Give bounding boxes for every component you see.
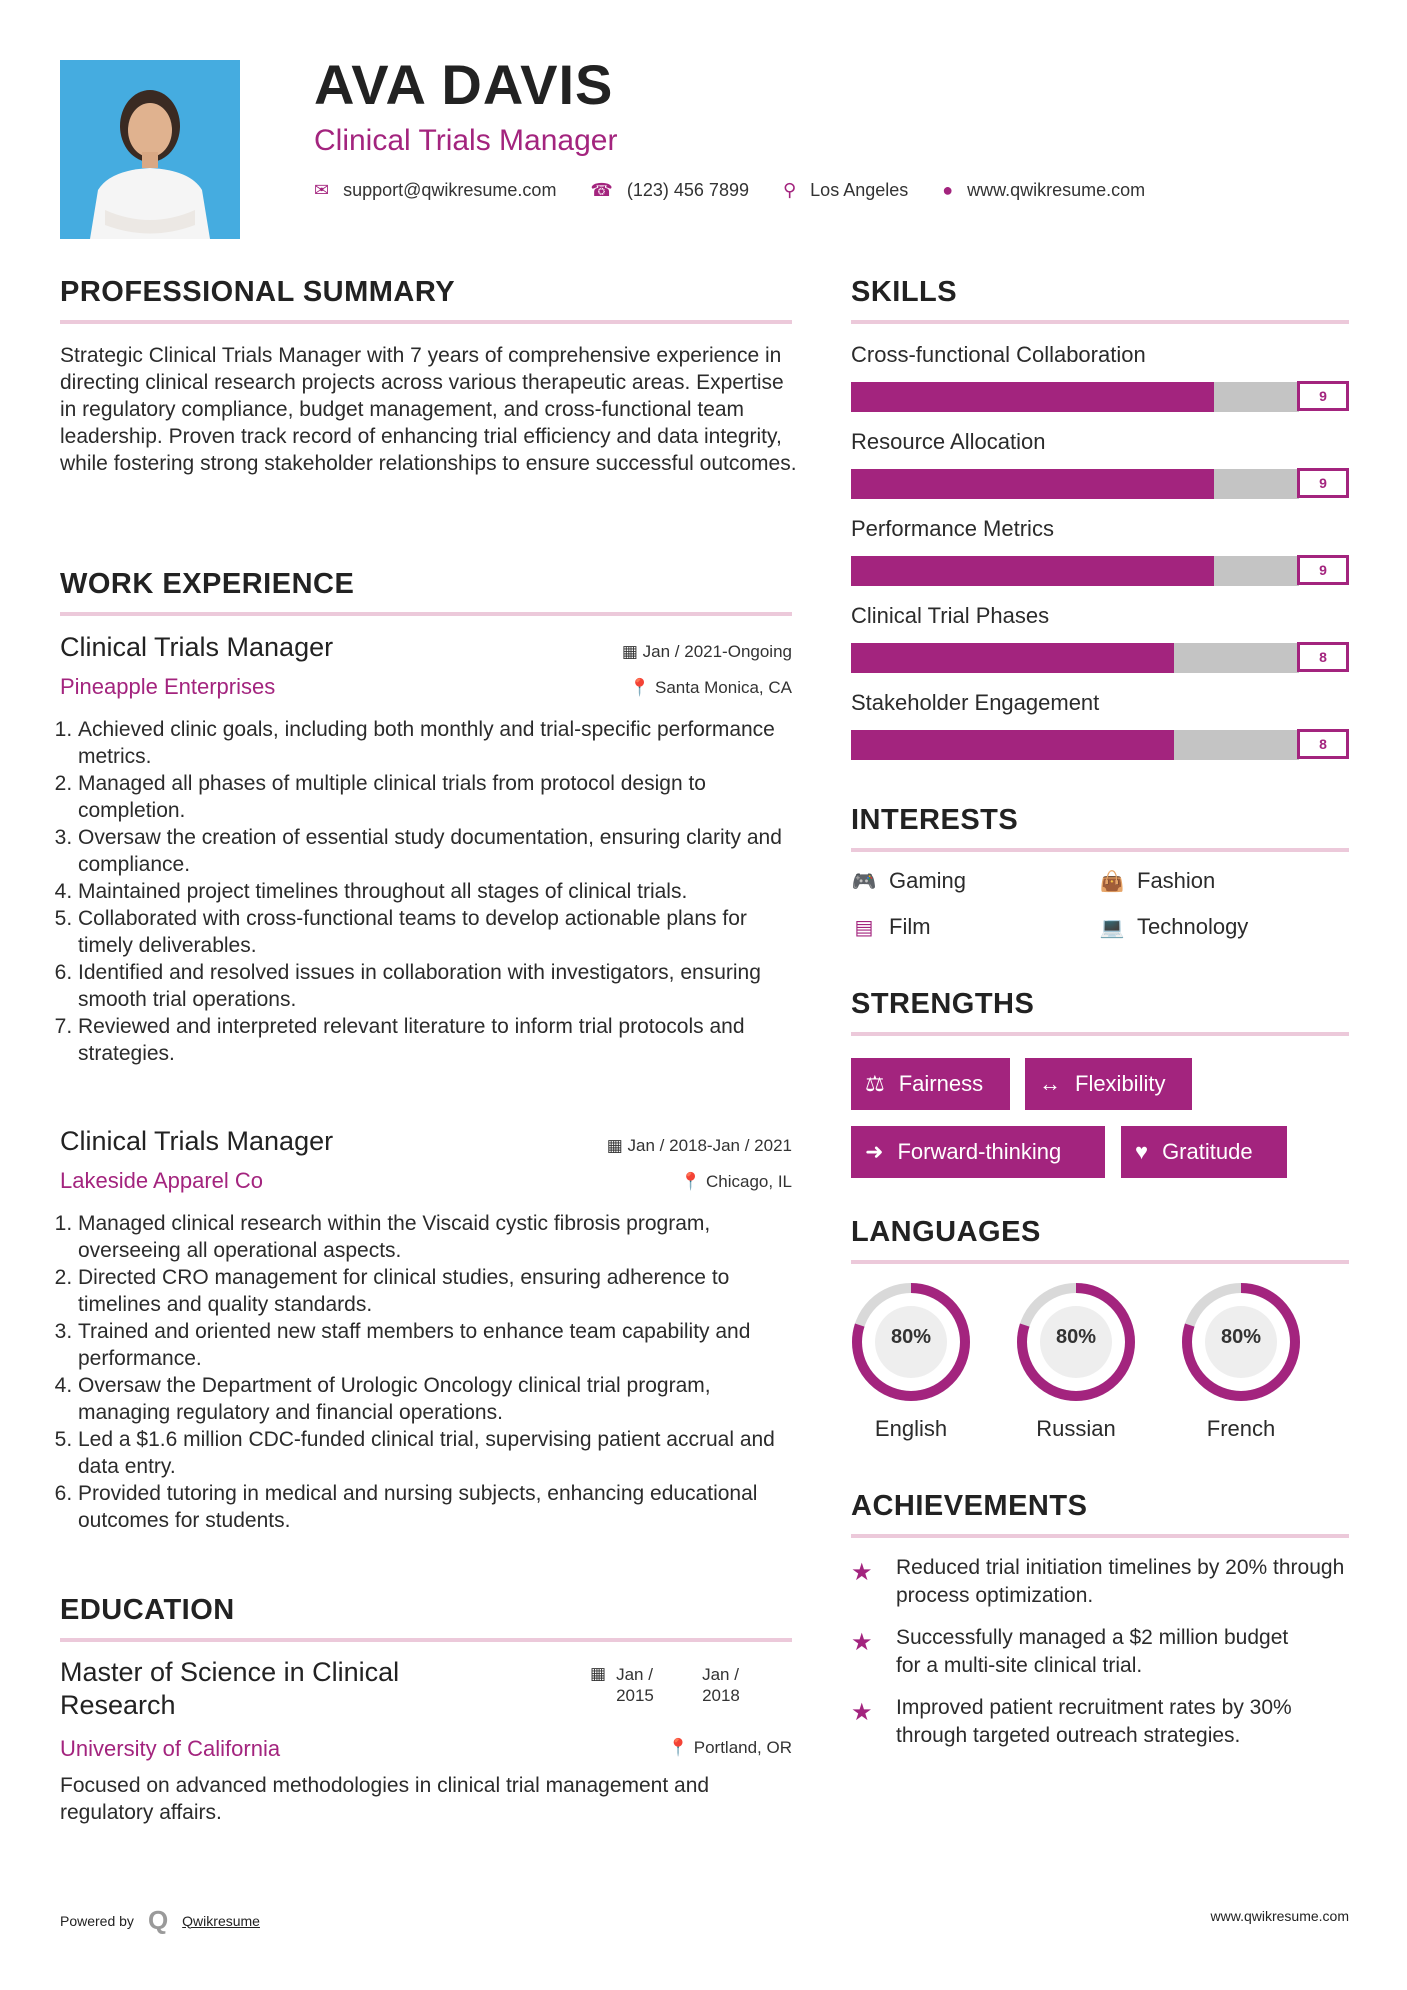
skill-score: 8 bbox=[1297, 642, 1349, 672]
job-2-title: Clinical Trials Manager bbox=[60, 1126, 334, 1156]
skill-bar bbox=[851, 556, 1299, 586]
skill-bar-fill bbox=[851, 556, 1214, 586]
pin-icon: 📍 bbox=[680, 1172, 702, 1191]
profile-photo bbox=[60, 60, 240, 239]
skill-label: Cross-functional Collaboration bbox=[851, 342, 1146, 367]
location-pin-icon: ⚲ bbox=[782, 180, 797, 200]
language-percent: 80% bbox=[1055, 1326, 1097, 1348]
skill-bar-fill bbox=[851, 469, 1214, 499]
candidate-title: Clinical Trials Manager bbox=[314, 124, 618, 157]
interest-fashion: 👜 Fashion bbox=[1099, 868, 1216, 893]
contact-location: Los Angeles bbox=[810, 180, 909, 200]
job-2-dates: ▦ Jan / 2018-Jan / 2021 bbox=[606, 1136, 792, 1155]
globe-icon: ● bbox=[942, 180, 954, 200]
education-location: 📍 Portland, OR bbox=[667, 1738, 792, 1757]
summary-rule bbox=[60, 320, 792, 324]
star-icon: ★ bbox=[851, 1559, 873, 1586]
skills-heading: SKILLS bbox=[851, 276, 958, 308]
strengths-rule bbox=[851, 1032, 1349, 1036]
strength-chip: ♥ Gratitude bbox=[1121, 1126, 1287, 1178]
list-item: 5. Collaborated with cross-functional teams to develop actionable plans for timely deliverables. bbox=[78, 905, 790, 959]
film-icon: ▤ bbox=[854, 916, 874, 939]
education-degree: Master of Science in Clinical Research bbox=[60, 1657, 400, 1720]
contact-row bbox=[314, 180, 1145, 201]
summary-text: Strategic Clinical Trials Manager with 7 years of comprehensive experience in directing clinical research projects across various therapeutic areas. Expertise in regulatory compliance, budget management, and cross-functional team leadership. Proven track record of enhancing trial efficiency and data integrity, while fostering strong stakeholder relationships to ensure successful outcomes. bbox=[60, 344, 797, 475]
interests-rule bbox=[851, 848, 1349, 852]
language-ring bbox=[849, 1280, 973, 1404]
heart-icon: ♥ bbox=[1135, 1139, 1149, 1164]
education-school: University of California bbox=[60, 1736, 281, 1761]
education-rule bbox=[60, 1638, 792, 1642]
calendar-icon: ▦ bbox=[621, 642, 638, 661]
languages-rule bbox=[851, 1260, 1349, 1264]
language-label: French bbox=[1206, 1416, 1276, 1441]
interests-heading: INTERESTS bbox=[851, 804, 1019, 836]
language-percent: 80% bbox=[1220, 1326, 1262, 1348]
skill-label: Resource Allocation bbox=[851, 429, 1046, 454]
contact-phone[interactable]: (123) 456 7899 bbox=[626, 180, 749, 200]
job-1-company: Pineapple Enterprises bbox=[60, 674, 276, 699]
job-1-dates: ▦ Jan / 2021-Ongoing bbox=[621, 642, 792, 661]
education-end: Jan / 2018 bbox=[702, 1665, 740, 1705]
list-item: 3. Oversaw the creation of essential study documentation, ensuring clarity and compliance. bbox=[78, 824, 790, 878]
strengths-heading: STRENGTHS bbox=[851, 988, 1035, 1020]
list-item: 3. Trained and oriented new staff members to enhance team capability and performance. bbox=[78, 1318, 790, 1372]
phone-icon: ☎ bbox=[590, 180, 613, 200]
skill-score: 9 bbox=[1297, 555, 1349, 585]
star-icon: ★ bbox=[851, 1699, 873, 1726]
list-item: 4. Maintained project timelines throughout all stages of clinical trials. bbox=[78, 878, 790, 905]
skill-bar bbox=[851, 382, 1299, 412]
job-1-title: Clinical Trials Manager bbox=[60, 632, 334, 662]
strength-chip: ↔ Flexibility bbox=[1025, 1058, 1192, 1110]
interest-technology: 💻 Technology bbox=[1099, 914, 1249, 939]
pin-icon: 📍 bbox=[629, 678, 651, 697]
skill-label: Stakeholder Engagement bbox=[851, 690, 1100, 715]
pin-icon: 📍 bbox=[667, 1738, 689, 1757]
interest-film: ▤ Film bbox=[851, 914, 931, 940]
experience-heading: WORK EXPERIENCE bbox=[60, 568, 355, 600]
job-2-responsibilities bbox=[60, 1210, 790, 1534]
experience-rule bbox=[60, 612, 792, 616]
list-item: 6. Identified and resolved issues in collaboration with investigators, ensuring smooth trial operations. bbox=[78, 959, 790, 1013]
shopping-bag-icon: 👜 bbox=[1099, 870, 1125, 893]
skill-bar-fill bbox=[851, 730, 1174, 760]
calendar-icon: ▦ bbox=[590, 1664, 607, 1683]
strength-chip: ⚖ Fairness bbox=[851, 1058, 1010, 1110]
skills-rule bbox=[851, 320, 1349, 324]
achievement-item: Improved patient recruitment rates by 30% through targeted outreach strategies. bbox=[896, 1696, 1292, 1747]
contact-email[interactable]: support@qwikresume.com bbox=[343, 180, 557, 200]
list-item: 7. Reviewed and interpreted relevant literature to inform trial protocols and strategies. bbox=[78, 1013, 790, 1067]
job-1-responsibilities bbox=[60, 716, 790, 1067]
powered-by-label: Powered by bbox=[60, 1912, 134, 1929]
list-item: 6. Provided tutoring in medical and nursing subjects, enhancing educational outcomes for students. bbox=[78, 1480, 790, 1534]
brand-link[interactable]: Qwikresume bbox=[182, 1912, 260, 1929]
language-label: English bbox=[874, 1416, 948, 1441]
language-ring bbox=[1179, 1280, 1303, 1404]
scale-icon: ⚖ bbox=[865, 1071, 885, 1096]
achievements-rule bbox=[851, 1534, 1349, 1538]
laptop-icon: 💻 bbox=[1099, 916, 1125, 939]
skill-label: Clinical Trial Phases bbox=[851, 603, 1050, 628]
achievement-item: Reduced trial initiation timelines by 20% through process optimization. bbox=[896, 1556, 1345, 1607]
skill-score: 9 bbox=[1297, 468, 1349, 498]
list-item: 4. Oversaw the Department of Urologic Oncology clinical trial program, managing regulatory and financial operations. bbox=[78, 1372, 790, 1426]
footer-url[interactable]: www.qwikresume.com bbox=[1210, 1908, 1349, 1924]
qwikresume-logo-icon: Q bbox=[147, 1905, 169, 1935]
summary-heading: PROFESSIONAL SUMMARY bbox=[60, 276, 456, 308]
arrow-right-icon: ➜ bbox=[865, 1139, 884, 1164]
skill-score: 8 bbox=[1297, 729, 1349, 759]
star-icon: ★ bbox=[851, 1629, 873, 1656]
skill-bar-fill bbox=[851, 643, 1174, 673]
skill-bar bbox=[851, 643, 1299, 673]
strength-chip: ➜ Forward-thinking bbox=[851, 1126, 1105, 1178]
education-heading: EDUCATION bbox=[60, 1594, 235, 1626]
person-photo-icon bbox=[60, 60, 240, 239]
gamepad-icon: 🎮 bbox=[851, 870, 877, 893]
education-dates bbox=[590, 1664, 754, 1706]
skill-bar bbox=[851, 730, 1299, 760]
skill-score: 9 bbox=[1297, 381, 1349, 411]
education-start: Jan / 2015 bbox=[616, 1665, 654, 1705]
email-icon: ✉ bbox=[314, 180, 330, 200]
language-label: Russian bbox=[1036, 1416, 1116, 1441]
list-item: 1. Managed clinical research within the Viscaid cystic fibrosis program, overseeing all operational aspects. bbox=[78, 1210, 790, 1264]
skill-bar-fill bbox=[851, 382, 1214, 412]
interest-gaming: 🎮 Gaming bbox=[851, 868, 967, 893]
calendar-icon: ▦ bbox=[606, 1136, 623, 1155]
list-item: 5. Led a $1.6 million CDC-funded clinical trial, supervising patient accrual and data entry. bbox=[78, 1426, 790, 1480]
achievement-item: Successfully managed a $2 million budget for a multi-site clinical trial. bbox=[896, 1626, 1289, 1677]
job-1-location: 📍 Santa Monica, CA bbox=[629, 678, 792, 697]
list-item: 2. Directed CRO management for clinical studies, ensuring adherence to timelines and quality standards. bbox=[78, 1264, 790, 1318]
contact-website[interactable]: www.qwikresume.com bbox=[967, 180, 1146, 200]
footer-powered bbox=[60, 1905, 260, 1936]
job-2-location: 📍 Chicago, IL bbox=[680, 1172, 792, 1191]
job-2-company: Lakeside Apparel Co bbox=[60, 1168, 264, 1193]
language-percent: 80% bbox=[890, 1326, 932, 1348]
candidate-name: AVA DAVIS bbox=[314, 53, 614, 116]
achievements-heading: ACHIEVEMENTS bbox=[851, 1490, 1088, 1522]
list-item: 2. Managed all phases of multiple clinical trials from protocol design to completion. bbox=[78, 770, 790, 824]
skill-label: Performance Metrics bbox=[851, 516, 1054, 541]
languages-heading: LANGUAGES bbox=[851, 1216, 1041, 1248]
list-item: 1. Achieved clinic goals, including both monthly and trial-specific performance metrics. bbox=[78, 716, 790, 770]
education-description: Focused on advanced methodologies in clinical trial management and regulatory affairs. bbox=[60, 1774, 710, 1824]
arrows-horizontal-icon: ↔ bbox=[1039, 1071, 1061, 1096]
skill-bar bbox=[851, 469, 1299, 499]
language-ring bbox=[1014, 1280, 1138, 1404]
